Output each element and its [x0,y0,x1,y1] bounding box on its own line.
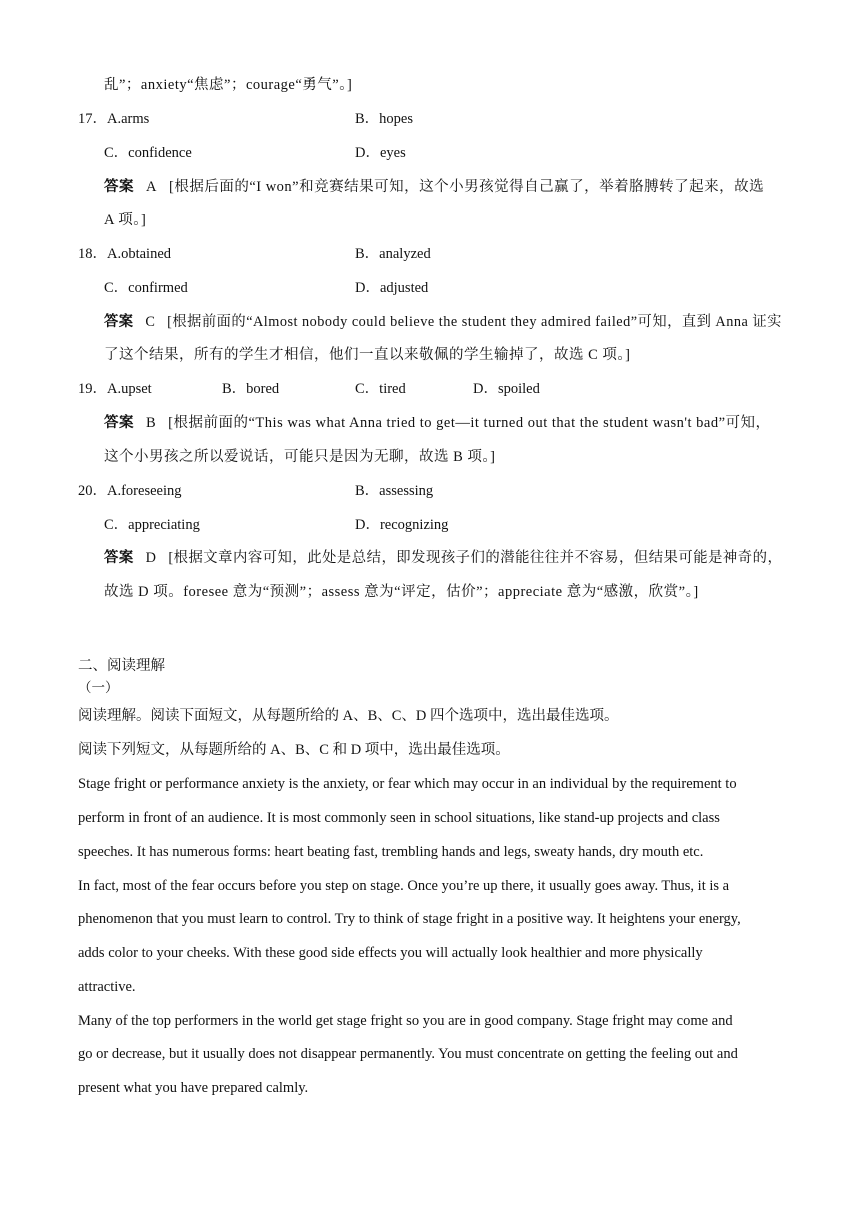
option-c: C．tired [355,381,406,397]
option-b: B．hopes [355,111,413,127]
passage-line: perform in front of an audience. It is most commonly seen in school situations, like stand-up projects and class [78,810,720,826]
question-num-label: 20． [78,483,107,499]
option-b: B．bored [222,381,280,397]
question-num-label: 17． [78,111,107,127]
explanation-text: [根据文章内容可知，此处是总结，即发现孩子们的潜能往往并不容易，但结果可能是神奇的， [168,550,783,566]
explanation-text: 这个小男孩之所以爱说话，可能只是因为无聊，故选 B 项。] [104,449,496,465]
passage-line: attractive. [78,979,136,995]
answer-letter: C [145,314,156,330]
option-c: C．confirmed [104,280,188,296]
option-c: C．confidence [104,145,192,161]
option-c: C．appreciating [104,517,200,533]
passage-line: speeches. It has numerous forms: heart beating fast, trembling hands and legs, sweaty hands, dry mouth etc. [78,844,704,860]
explanation-text: [根据前面的“Almost nobody could believe the student they admired failed”可知，直到 Anna 证实 [167,314,782,330]
continued-explanation: 乱”；anxiety“焦虑”；courage“勇气”。] [104,77,353,93]
answer-line [104,312,782,332]
option-b: B．assessing [355,483,434,499]
option-d: D．adjusted [355,280,429,296]
section-subtitle: （一） [78,680,119,695]
passage-line: present what you have prepared calmly. [78,1080,309,1096]
answer-letter: A [146,179,157,195]
explanation-text: 故选 D 项。foresee 意为“预测”；assess 意为“评定，估价”；appreciate 意为“感激，欣赏”。] [104,584,699,600]
explanation-text: 了这个结果，所有的学生才相信，他们一直以来敬佩的学生输掉了，故选 C 项。] [104,347,631,363]
answer-label: 答案 [104,314,134,330]
passage-line: Many of the top performers in the world get stage fright so you are in good company. Stage fright may come and [78,1013,733,1029]
explanation-text: [根据前面的“This was what Anna tried to get—it turned out that the student wasn't bad”可知， [168,415,771,431]
option-a: A.upset [107,381,152,397]
passage-line: adds color to your cheeks. With these good side effects you will actually look healthier and more physically [78,945,703,961]
question-number [78,379,152,399]
instruction-2: 阅读下列短文，从每题所给的 A、B、C 和 D 项中，选出最佳选项。 [78,742,510,758]
option-d: D．eyes [355,145,406,161]
option-a: A.arms [107,111,150,127]
answer-line [104,413,771,433]
answer-line [104,548,782,568]
option-a: A.foreseeing [107,483,182,499]
answer-label: 答案 [104,179,134,195]
question-number [78,244,171,264]
answer-label: 答案 [104,415,134,431]
instruction-1: 阅读理解。阅读下面短文，从每题所给的 A、B、C、D 四个选项中，选出最佳选项。 [78,708,619,724]
passage-line: Stage fright or performance anxiety is the anxiety, or fear which may occur in an individual by the requirement to [78,776,737,792]
option-b: B．analyzed [355,246,431,262]
answer-label: 答案 [104,550,134,566]
question-number [78,481,181,501]
question-num-label: 19． [78,381,107,397]
passage-line: phenomenon that you must learn to control. Try to think of stage fright in a positive way. It heightens your energy, [78,911,741,927]
explanation-text: A 项。] [104,212,147,228]
section-title: 二、阅读理解 [78,658,165,674]
explanation-text: [根据后面的“I won”和竞赛结果可知，这个小男孩觉得自己赢了，举着胳膊转了起来，故选 [168,179,765,195]
passage-line: go or decrease, but it usually does not disappear permanently. You must concentrate on getting the feeling out and [78,1046,738,1062]
option-d: D．recognizing [355,517,449,533]
question-num-label: 18． [78,246,107,262]
option-a: A.obtained [107,246,172,262]
answer-line [104,177,764,197]
answer-letter: B [146,415,157,431]
question-number [78,109,149,129]
option-d: D．spoiled [473,381,540,397]
passage-line: In fact, most of the fear occurs before you step on stage. Once you’re up there, it usually goes away. Thus, it is a [78,878,730,894]
answer-letter: D [145,550,157,566]
